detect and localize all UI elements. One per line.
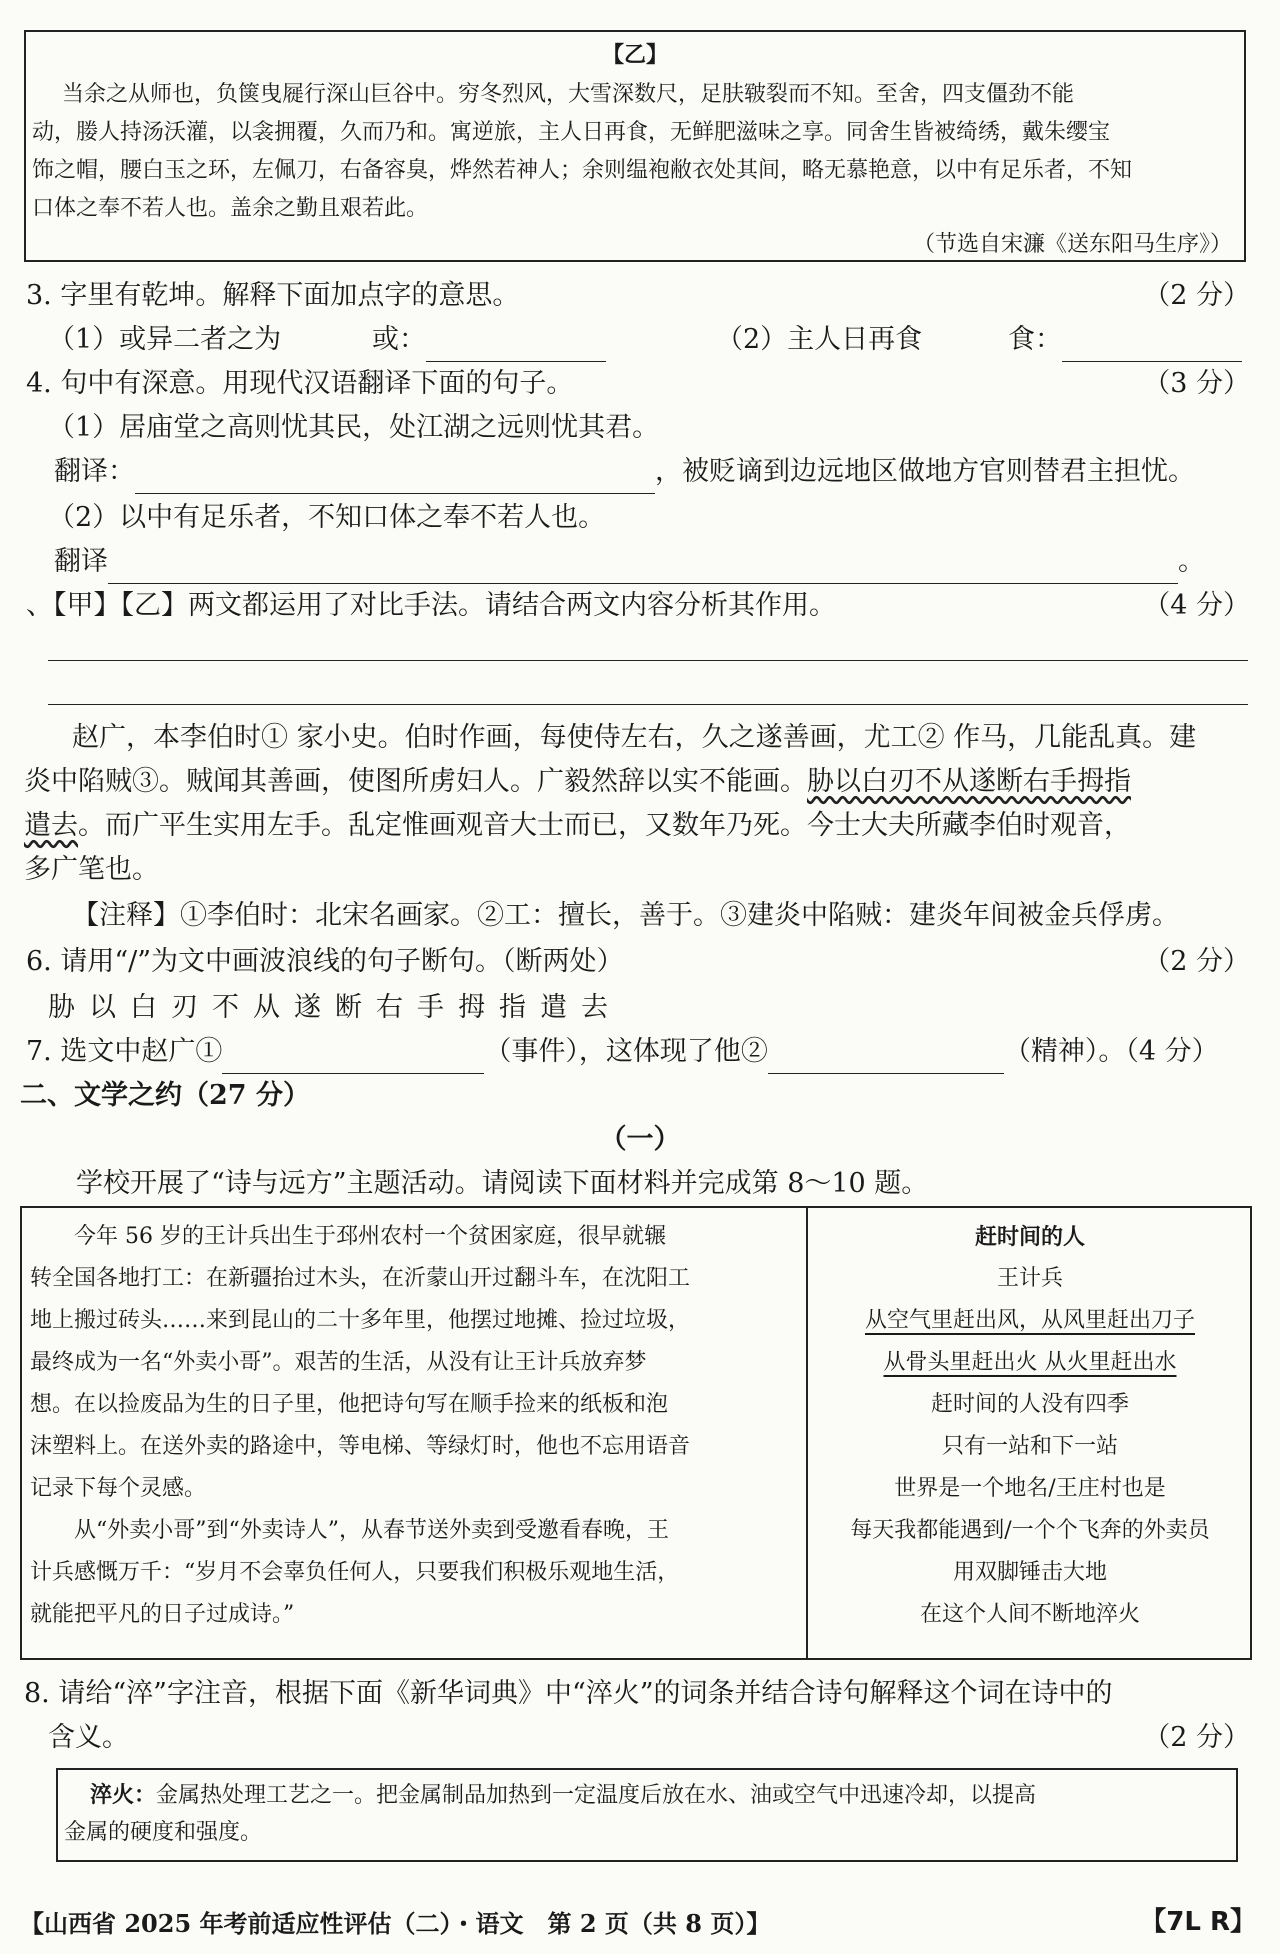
zhao-line-2 [24,760,1131,804]
dict-term: 淬火： [90,1782,157,1808]
yi-title: 【乙】 [601,42,668,68]
q4-translation-1 [54,450,1195,494]
material-line-9: 计兵感慨万千：“岁月不会辜负任何人，只要我们积极乐观地生活， [30,1560,680,1585]
yi-line-4: 口体之奉不若人也。盖余之勤且艰若此。 [32,196,429,221]
q4-answer-2[interactable] [108,555,1178,584]
poem-line-4: 只有一站和下一站 [941,1434,1118,1459]
yi-line-1: 当余之从师也，负箧曳屣行深山巨谷中。穷冬烈风，大雪深数尺，足肤皲裂而不知。至舍，四支僵劲不能 [62,82,1075,107]
question-7 [26,1030,1219,1074]
q4-text: 4. 句中有深意。用现代汉语翻译下面的句子。 [26,368,574,399]
q4-trans-end: 。 [1178,546,1205,577]
q7-part-a: 7. 选文中赵广① [26,1036,223,1067]
zhao-line-3b: 。而广平生实用左手。乱定惟画观音大士而已，又数年乃死。今士大夫所藏李伯时观音， [78,810,1131,841]
material-line-4: 最终成为一名“外卖小哥”。艰苦的生活，从没有让王计兵放弃梦 [30,1350,647,1375]
q3-item-1: （1）或异二者之为 [48,324,282,355]
dict-line-2: 金属的硬度和强度。 [64,1820,263,1845]
question-8-line-2 [48,1716,1250,1760]
yi-source: （节选自宋濂《送东阳马生序》） [912,232,1232,257]
q5-text: 、【甲】【乙】两文都运用了对比手法。请结合两文内容分析其作用。 [26,590,836,621]
q6-text: 6. 请用“/”为文中画波浪线的句子断句。（断两处） [26,946,624,977]
question-8-line-1: 8. 请给“淬”字注音，根据下面《新华词典》中“淬火”的词条并结合诗句解释这个词在诗中的 [24,1678,1113,1709]
zhao-line-3 [24,804,1131,848]
q7-answer-2[interactable] [768,1045,1004,1074]
poem-title: 赶时间的人 [974,1224,1085,1250]
q4-trans-label-2: 翻译 [54,546,108,577]
q4-trans-tail: ，被贬谪到边远地区做地方官则替君主担忧。 [655,456,1195,487]
q7-part-b: （事件），这体现了他② [484,1036,768,1067]
q3-items [48,318,1248,362]
q4-trans-label-1: 翻译： [54,456,135,487]
poem-line-8: 在这个人间不断地淬火 [919,1602,1140,1627]
poem-line-3: 赶时间的人没有四季 [930,1392,1129,1417]
q6-score: （2 分） [1143,946,1250,977]
question-3 [26,274,1250,318]
question-6 [26,940,1250,984]
dict-line-1 [90,1776,1036,1815]
question-5 [26,584,1250,628]
q3-item-2-label: 食： [1008,324,1062,355]
zhao-wavy-sentence-b: 遣去 [24,810,78,841]
yi-passage-box [24,30,1246,262]
q8-line-2-text: 含义。 [48,1722,129,1753]
poem-line-5: 世界是一个地名/王庄村也是 [894,1476,1166,1501]
section-2-title: 二、文学之约（27 分） [20,1080,310,1111]
q8-score: （2 分） [1143,1722,1250,1753]
q4-translation-2 [54,540,1205,584]
yi-line-2: 动，媵人持汤沃灌，以衾拥覆，久而乃和。寓逆旅，主人日再食，无鲜肥滋味之享。同舍生皆被绮绣，戴朱缨宝 [32,120,1111,145]
material-box [20,1206,1252,1660]
q6-sentence: 胁以白刃不从遂断右手拇指遣去 [48,992,622,1023]
dictionary-entry-box [56,1768,1238,1862]
yi-line-3: 饰之帽，腰白玉之环，左佩刀，右备容臭，烨然若神人；余则缊袍敝衣处其间，略无慕艳意，以中有足乐者，不知 [32,158,1133,183]
material-line-6: 沫塑料上。在送外卖的路途中，等电梯、等绿灯时，他也不忘用语音 [30,1434,691,1459]
q5-answer-line-2[interactable] [48,704,1248,705]
footer-left: 【山西省 2025 年考前适应性评估（二）・语文 第 2 页（共 8 页）】 [20,1909,771,1938]
q3-text: 3. 字里有乾坤。解释下面加点字的意思。 [26,280,520,311]
poem-line-1: 从空气里赶出风，从风里赶出刀子 [864,1308,1195,1333]
dict-def-1: 金属热处理工艺之一。把金属制品加热到一定温度后放在水、油或空气中迅速冷却，以提高 [156,1783,1037,1808]
q5-answer-line-1[interactable] [48,660,1248,661]
q3-answer-1[interactable] [426,333,606,362]
zhao-notes: 【注释】①李伯时：北宋名画家。②工：擅长，善于。③建炎中陷贼：建炎年间被金兵俘虏。 [72,900,1179,931]
footer-right: 【7L R】 [1140,1907,1256,1937]
q7-answer-1[interactable] [222,1045,484,1074]
poem [810,1218,1250,1638]
q4-score: （3 分） [1143,368,1250,399]
q3-answer-2[interactable] [1062,333,1242,362]
material-divider [806,1208,808,1658]
zhao-wavy-sentence-a: 胁以白刃不从遂断右手拇指 [807,766,1131,797]
material-line-5: 想。在以捡废品为生的日子里，他把诗句写在顺手捡来的纸板和泡 [30,1392,669,1417]
material-line-3: 地上搬过砖头……来到昆山的二十多年里，他摆过地摊、捡过垃圾， [30,1308,691,1333]
material-line-2: 转全国各地打工：在新疆抬过木头，在沂蒙山开过翻斗车，在沈阳工 [30,1266,691,1291]
material-line-7: 记录下每个灵感。 [30,1476,207,1501]
zhao-line-1: 赵广，本李伯时① 家小史。伯时作画，每使侍左右，久之遂善画，尤工② 作马，几能乱真。建 [72,722,1197,753]
q4-answer-1[interactable] [135,465,655,494]
material-line-8: 从“外卖小哥”到“外卖诗人”，从春节送外卖到受邀看春晚，王 [74,1518,669,1543]
zhao-line-4: 多广笔也。 [24,854,159,885]
material-line-1: 今年 56 岁的王计兵出生于邳州农村一个贫困家庭，很早就辗 [74,1224,666,1249]
activity-intro: 学校开展了“诗与远方”主题活动。请阅读下面材料并完成第 8～10 题。 [76,1168,929,1199]
part-1-title: （一） [599,1124,681,1155]
poem-author: 王计兵 [996,1266,1063,1291]
q3-score: （2 分） [1143,280,1250,311]
q7-part-c: （精神）。（4 分） [1003,1036,1219,1067]
q3-item-2: （2）主人日再食 [716,324,923,355]
zhao-line-2a: 炎中陷贼③。贼闻其善画，使图所虏妇人。广毅然辞以实不能画。 [24,766,807,797]
q4-item-1: （1）居庙堂之高则忧其民，处江湖之远则忧其君。 [48,412,660,443]
q3-item-1-label: 或： [372,324,426,355]
q5-score: （4 分） [1143,590,1250,621]
poem-line-6: 每天我都能遇到/一个个飞奔的外卖员 [850,1518,1210,1543]
poem-line-2: 从骨头里赶出火 从火里赶出水 [883,1350,1177,1375]
q4-item-2: （2）以中有足乐者，不知口体之奉不若人也。 [48,502,606,533]
poem-line-7: 用双脚锤击大地 [952,1560,1107,1585]
material-line-10: 就能把平凡的日子过成诗。” [30,1602,295,1627]
question-4 [26,362,1250,406]
material-text [30,1218,802,1638]
